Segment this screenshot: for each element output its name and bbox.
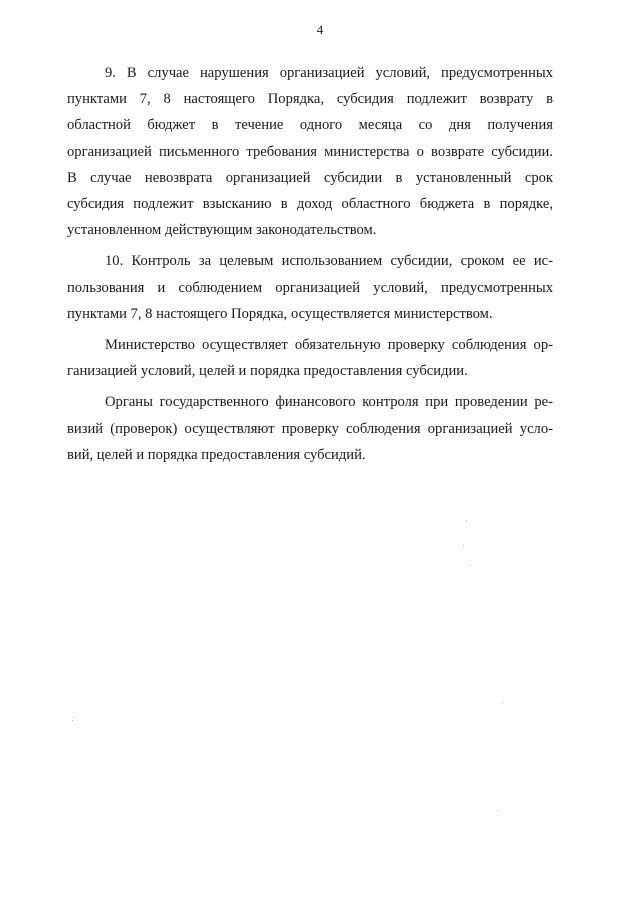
- paragraph-ministry-check: [67, 332, 553, 384]
- scan-speck: [470, 565, 471, 566]
- document-body: [67, 60, 553, 473]
- text-line: областной бюджет в течение одного месяца со дня получения: [67, 117, 553, 134]
- text-line: ганизацией условий, целей и порядка предоставления субсидии.: [67, 363, 468, 380]
- scan-speck: [73, 717, 74, 718]
- text-line: В случае невозврата организацией субсидии в установленный срок: [67, 169, 553, 186]
- paragraph-financial-control: [67, 389, 553, 468]
- text-line: вий, целей и порядка предоставления субсидий.: [67, 446, 366, 463]
- text-line: пунктами 7, 8 настоящего Порядка, субсидия подлежит возврату в: [67, 91, 553, 108]
- text-line: 9. В случае нарушения организацией условий, предусмотренных: [105, 65, 553, 81]
- text-line: визий (проверок) осуществляют проверку соблюдения организацией усло-: [67, 420, 553, 437]
- text-line: Органы государственного финансового контроля при проведении ре-: [105, 394, 553, 411]
- text-line: 10. Контроль за целевым использованием субсидии, сроком ее ис-: [105, 253, 553, 270]
- scan-speck: [72, 720, 73, 721]
- page-number: 4: [316, 22, 324, 37]
- scan-speck: [497, 810, 498, 811]
- paragraph-9: [67, 60, 553, 243]
- text-line: Министерство осуществляет обязательную проверку соблюдения ор-: [105, 337, 553, 354]
- text-line: пунктами 7, 8 настоящего Порядка, осуществляется министерством.: [67, 305, 493, 322]
- text-line: организацией письменного требования министерства о возврате субсидии.: [67, 143, 553, 160]
- text-line: субсидия подлежит взысканию в доход областного бюджета в порядке,: [67, 196, 553, 213]
- scan-speck: [466, 520, 467, 521]
- text-line: пользования и соблюдением организацией условий, предусмотренных: [67, 279, 553, 296]
- text-line: установленном действующим законодательством.: [67, 222, 377, 239]
- scan-speck: [502, 702, 503, 703]
- paragraph-10: [67, 248, 553, 327]
- scan-speck: [463, 545, 464, 546]
